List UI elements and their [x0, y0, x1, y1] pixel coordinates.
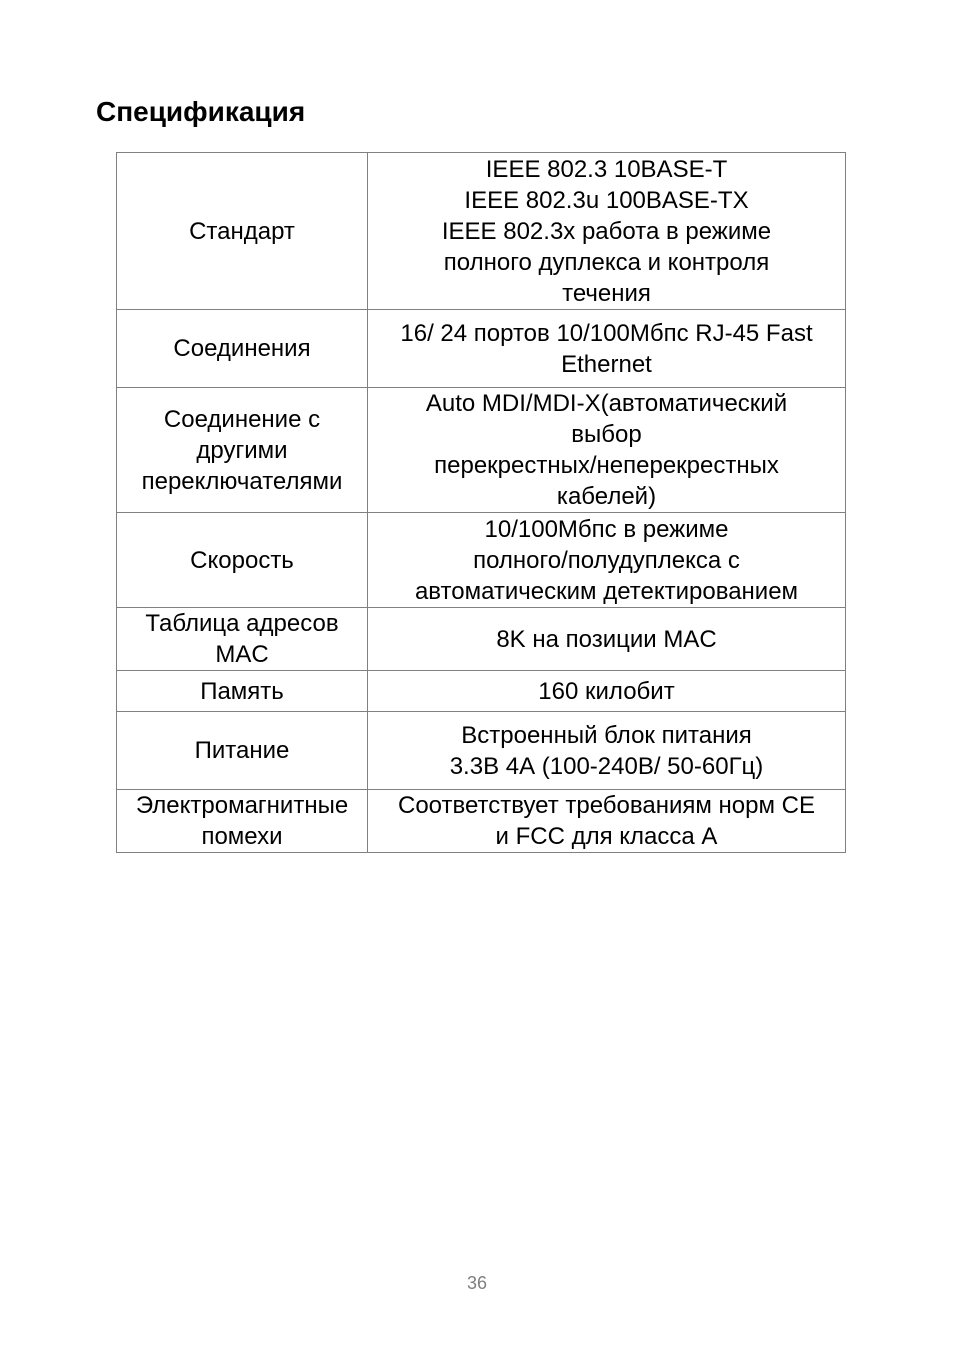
cell-line: другими [196, 436, 288, 464]
table-row [117, 388, 846, 513]
param-cell [117, 153, 368, 310]
cell-line: перекрестных/неперекрестных [434, 452, 779, 479]
spec-table [116, 152, 846, 853]
value-cell [368, 712, 846, 790]
cell-line: Соединения [173, 335, 311, 362]
cell-line: Встроенный блок питания [461, 721, 752, 749]
cell-line: автоматическим детектированием [414, 577, 799, 605]
cell-line: Скорость [190, 546, 294, 574]
cell-line: Стандарт [189, 217, 295, 245]
table-row [117, 608, 846, 671]
cell-line: 16/ 24 портов 10/100Мбпс RJ-45 Fast [400, 319, 813, 347]
cell-line: Auto MDI/MDI-X(автоматический [425, 390, 788, 417]
cell-line: MAC [215, 641, 269, 668]
value-cell [368, 790, 846, 853]
cell-line: полного дуплекса и контроля [443, 248, 770, 276]
param-cell [117, 712, 368, 790]
cell-line: Таблица адресов [145, 610, 339, 637]
cell-line: Электромагнитные [135, 792, 349, 819]
value-cell [368, 153, 846, 310]
table-row [117, 671, 846, 712]
table-row [117, 790, 846, 853]
page-title: Спецификация [96, 96, 306, 127]
cell-line: кабелей) [556, 483, 657, 510]
cell-line: IEEE 802.3x работа в режиме [441, 217, 772, 245]
param-cell [117, 790, 368, 853]
cell-line: переключателями [141, 467, 343, 495]
cell-line: IEEE 802.3 10BASE-T [485, 155, 728, 183]
cell-line: помехи [201, 823, 283, 850]
cell-line: выбор [571, 421, 642, 448]
table-row [117, 310, 846, 388]
param-cell [117, 513, 368, 608]
value-cell [368, 671, 846, 712]
cell-line: Питание [194, 737, 290, 764]
cell-line: 8K на позиции MAC [496, 625, 717, 653]
value-cell [368, 608, 846, 671]
cell-line: и FCC для класса А [495, 823, 718, 850]
page-number: 36 [466, 1273, 488, 1293]
cell-line: Соответствует требованиям норм CE [397, 792, 816, 819]
value-cell [368, 513, 846, 608]
table-row [117, 712, 846, 790]
param-cell [117, 388, 368, 513]
table-row [117, 513, 846, 608]
cell-line: 3.3В 4А (100-240В/ 50-60Гц) [449, 752, 764, 780]
param-cell [117, 608, 368, 671]
cell-line: течения [562, 279, 651, 307]
cell-line: Ethernet [561, 350, 652, 378]
param-cell [117, 671, 368, 712]
value-cell [368, 388, 846, 513]
table-row [117, 153, 846, 310]
cell-line: IEEE 802.3u 100BASE-TX [464, 186, 749, 214]
cell-line: Соединение с [163, 405, 321, 433]
cell-line: Память [200, 677, 284, 705]
param-cell [117, 310, 368, 388]
cell-line: полного/полудуплекса с [473, 546, 740, 574]
cell-line: 10/100Мбпс в режиме [484, 515, 729, 543]
cell-line: 160 килобит [538, 677, 675, 705]
value-cell [368, 310, 846, 388]
